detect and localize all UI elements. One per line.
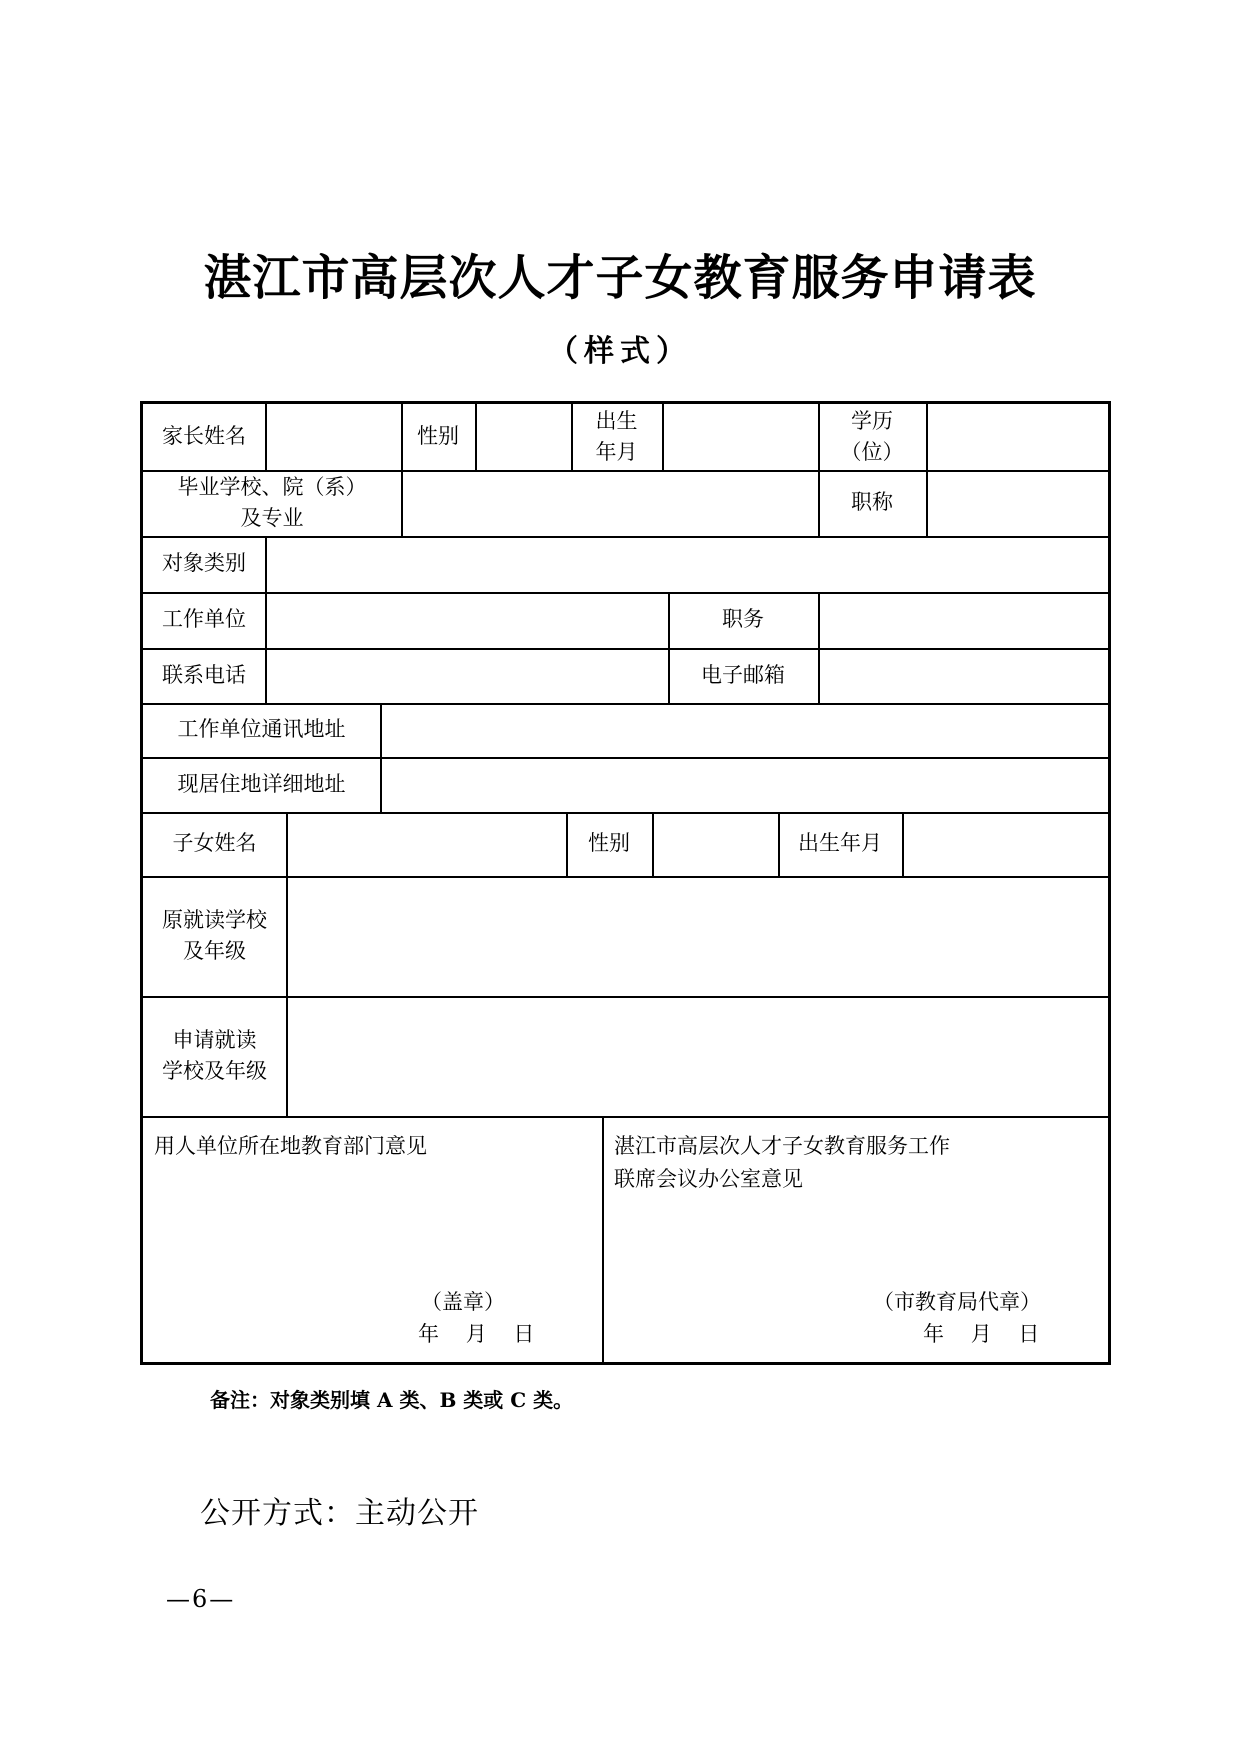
degree-input[interactable]: [928, 404, 1108, 470]
gender-label: 性别: [417, 424, 459, 449]
original-school-input[interactable]: [288, 876, 1108, 996]
right-date-text: 年 月 日: [923, 1322, 1040, 1346]
work-unit-label: 工作单位: [162, 607, 246, 632]
page-number: —6—: [166, 1585, 236, 1613]
left-seal-text: （盖章）: [421, 1290, 505, 1314]
degree-label: 学历 （位）: [840, 408, 904, 464]
child-birth-input[interactable]: [904, 812, 1108, 876]
graduate-school-input[interactable]: [403, 470, 818, 536]
gender-input[interactable]: [477, 404, 571, 470]
remark-note: 备注：对象类别填 A 类、B 类或 C 类。: [210, 1388, 574, 1412]
email-label: 电子邮箱: [701, 662, 785, 687]
work-unit-input[interactable]: [267, 592, 668, 648]
document-subtitle: （样式）: [548, 334, 692, 369]
parent-name-label: 家长姓名: [162, 424, 246, 449]
child-name-input[interactable]: [288, 812, 566, 876]
left-date-text: 年 月 日: [418, 1322, 535, 1346]
col-line: [602, 1116, 604, 1362]
birth-label: 出生 年月: [595, 408, 638, 464]
category-input[interactable]: [267, 536, 1108, 592]
disclosure-method: 公开方式：主动公开: [200, 1496, 479, 1531]
title-rank-label: 职称: [851, 490, 893, 515]
work-address-label: 工作单位通讯地址: [177, 717, 346, 742]
position-label: 职务: [722, 607, 764, 632]
education-dept-opinion-label: 用人单位所在地教育部门意见: [154, 1134, 427, 1158]
work-address-input[interactable]: [382, 703, 1108, 757]
category-label: 对象类别: [162, 551, 246, 576]
parent-name-input[interactable]: [267, 404, 401, 470]
apply-school-input[interactable]: [288, 996, 1108, 1116]
phone-input[interactable]: [267, 648, 668, 703]
application-form: [140, 401, 1111, 1365]
graduate-school-label: 毕业学校、院（系） 及专业: [177, 474, 367, 530]
apply-school-label: 申请就读 学校及年级: [162, 1027, 267, 1083]
email-input[interactable]: [820, 648, 1108, 703]
child-gender-input[interactable]: [654, 812, 778, 876]
child-name-label: 子女姓名: [172, 831, 257, 856]
title-rank-input[interactable]: [928, 470, 1108, 536]
document-title: 湛江市高层次人才子女教育服务申请表: [203, 250, 1037, 306]
birth-input[interactable]: [664, 404, 818, 470]
home-address-label: 现居住地详细地址: [177, 771, 346, 796]
original-school-label: 原就读学校 及年级: [162, 907, 267, 963]
child-gender-label: 性别: [588, 831, 630, 856]
child-birth-label: 出生年月: [798, 831, 882, 856]
phone-label: 联系电话: [162, 662, 246, 687]
right-seal-text: （市教育局代章）: [873, 1290, 1041, 1314]
joint-office-opinion-label: 湛江市高层次人才子女教育服务工作 联席会议办公室意见: [614, 1134, 950, 1191]
position-input[interactable]: [820, 592, 1108, 648]
row-line: [143, 1116, 1108, 1118]
home-address-input[interactable]: [382, 757, 1108, 812]
